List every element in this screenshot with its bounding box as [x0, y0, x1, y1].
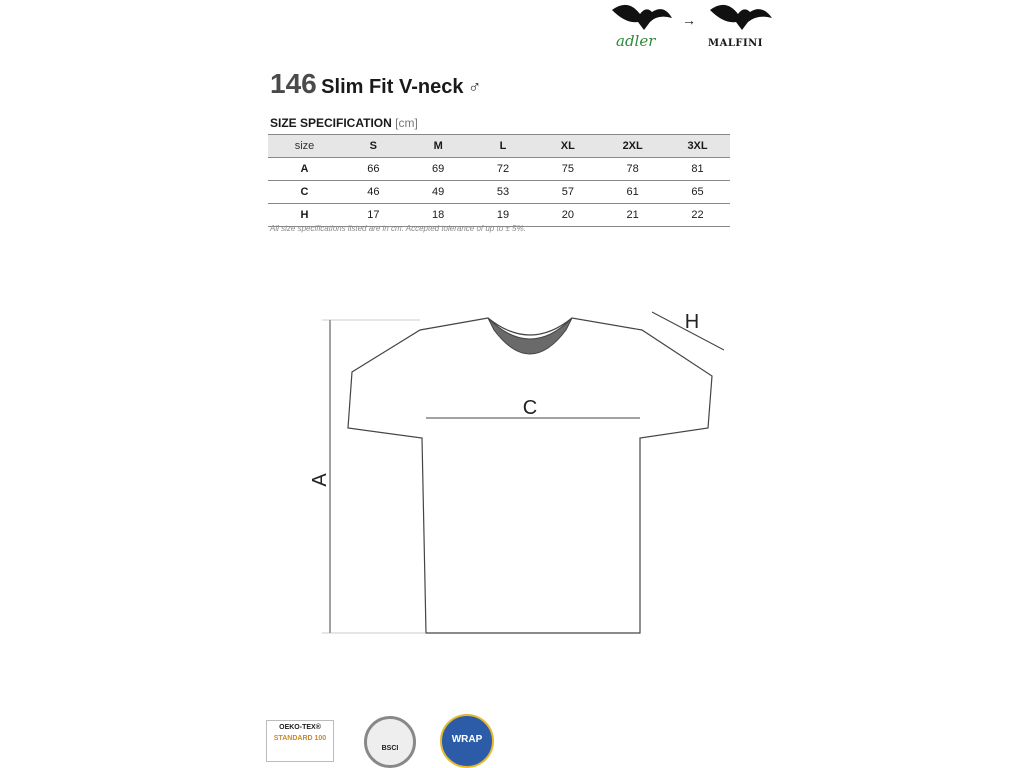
product-number: 146: [270, 68, 317, 99]
table-cell: 61: [600, 181, 665, 204]
table-cell: 18: [406, 204, 471, 227]
table-cell: 49: [406, 181, 471, 204]
row-label: H: [268, 204, 341, 227]
size-header-row: [268, 135, 730, 158]
table-cell: 46: [341, 181, 406, 204]
wrap-badge: [440, 714, 494, 768]
table-cell: 66: [341, 158, 406, 181]
row-label: C: [268, 181, 341, 204]
collar: [488, 318, 572, 354]
adler-logo: [606, 0, 678, 52]
oeko-tex-badge: [266, 720, 334, 762]
size-header: 2XL: [600, 135, 665, 158]
table-cell: 72: [471, 158, 536, 181]
table-cell: 53: [471, 181, 536, 204]
malfini-logo: [702, 0, 778, 52]
size-header: S: [341, 135, 406, 158]
table-cell: 65: [665, 181, 730, 204]
size-header: L: [471, 135, 536, 158]
oeko-tex-standard: STANDARD 100: [273, 735, 327, 742]
tshirt-outline: [348, 318, 712, 633]
size-header: 3XL: [665, 135, 730, 158]
size-header: M: [406, 135, 471, 158]
table-row: [268, 181, 730, 204]
bsci-text: BSCI: [381, 745, 399, 752]
wrap-text: WRAP: [451, 734, 483, 745]
eagle-icon: [606, 0, 678, 34]
spec-title: [270, 116, 418, 130]
table-cell: 20: [535, 204, 600, 227]
product-title: [270, 68, 481, 100]
table-cell: 17: [341, 204, 406, 227]
table-cell: 81: [665, 158, 730, 181]
table-cell: 21: [600, 204, 665, 227]
size-header: XL: [535, 135, 600, 158]
malfini-wordmark: MALFINI: [708, 38, 763, 49]
tolerance-note: All size specifications listed are in cm. Accepted tolerance of up to ± 5%.: [270, 224, 526, 233]
dimension-label-c: C: [522, 397, 538, 419]
gender-symbol: ♂: [467, 77, 482, 97]
table-cell: 22: [665, 204, 730, 227]
table-cell: 19: [471, 204, 536, 227]
brand-arrow: →: [682, 12, 696, 28]
dimension-label-a: A: [309, 473, 331, 487]
spec-title-text: SIZE SPECIFICATION: [270, 116, 392, 130]
table-cell: 78: [600, 158, 665, 181]
table-cell: 75: [535, 158, 600, 181]
table-cell: 57: [535, 181, 600, 204]
bsci-badge: [364, 716, 416, 768]
product-name: Slim Fit V-neck: [321, 76, 464, 98]
table-cell: 69: [406, 158, 471, 181]
table-row: [268, 158, 730, 181]
size-header-label: size: [268, 135, 341, 158]
spec-unit: [cm]: [395, 116, 418, 130]
row-label: A: [268, 158, 341, 181]
size-table: [268, 134, 730, 227]
dimension-label-h: H: [684, 311, 700, 333]
tshirt-diagram: [300, 300, 740, 645]
oeko-tex-title: OEKO-TEX®: [279, 724, 321, 731]
adler-wordmark: adler: [616, 32, 656, 50]
eagle-icon: [702, 0, 778, 34]
